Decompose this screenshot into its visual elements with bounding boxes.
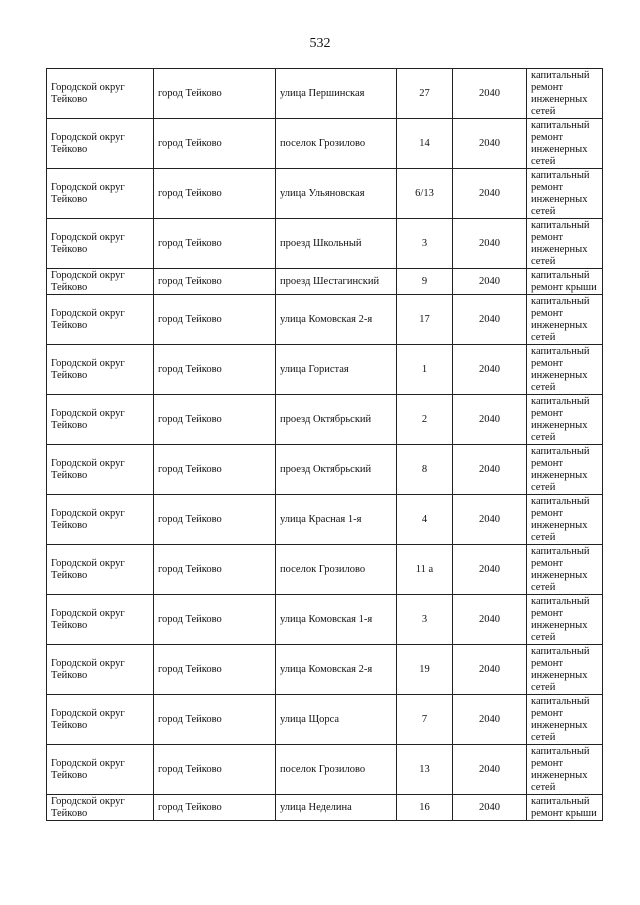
street-cell: поселок Грозилово	[276, 545, 397, 595]
house-number-cell: 3	[397, 595, 453, 645]
table-row	[47, 545, 603, 595]
year-cell: 2040	[453, 295, 527, 345]
city-cell: город Тейково	[154, 395, 276, 445]
table-row	[47, 269, 603, 295]
city-cell: город Тейково	[154, 295, 276, 345]
house-number-cell: 1	[397, 345, 453, 395]
house-number-cell: 14	[397, 119, 453, 169]
table-row	[47, 445, 603, 495]
year-cell: 2040	[453, 695, 527, 745]
street-cell: улица Ульяновская	[276, 169, 397, 219]
municipality-cell: Городской округ Тейково	[47, 495, 154, 545]
work-type-cell: капитальный ремонт инженерных сетей	[527, 219, 603, 269]
house-number-cell: 19	[397, 645, 453, 695]
work-type-cell: капитальный ремонт инженерных сетей	[527, 119, 603, 169]
street-cell: улица Красная 1-я	[276, 495, 397, 545]
municipality-cell: Городской округ Тейково	[47, 395, 154, 445]
city-cell: город Тейково	[154, 795, 276, 821]
year-cell: 2040	[453, 69, 527, 119]
city-cell: город Тейково	[154, 595, 276, 645]
municipality-cell: Городской округ Тейково	[47, 345, 154, 395]
table-row	[47, 495, 603, 545]
house-number-cell: 17	[397, 295, 453, 345]
table-row	[47, 745, 603, 795]
table-row	[47, 119, 603, 169]
table-row	[47, 169, 603, 219]
street-cell: улица Щорса	[276, 695, 397, 745]
municipality-cell: Городской округ Тейково	[47, 695, 154, 745]
street-cell: проезд Школьный	[276, 219, 397, 269]
work-type-cell: капитальный ремонт инженерных сетей	[527, 745, 603, 795]
work-type-cell: капитальный ремонт инженерных сетей	[527, 395, 603, 445]
street-cell: проезд Октябрьский	[276, 395, 397, 445]
table-row	[47, 395, 603, 445]
street-cell: проезд Шестагинский	[276, 269, 397, 295]
table-row	[47, 69, 603, 119]
street-cell: поселок Грозилово	[276, 119, 397, 169]
page-number: 532	[309, 36, 331, 51]
municipality-cell: Городской округ Тейково	[47, 745, 154, 795]
house-number-cell: 27	[397, 69, 453, 119]
table-row	[47, 295, 603, 345]
city-cell: город Тейково	[154, 745, 276, 795]
year-cell: 2040	[453, 269, 527, 295]
work-type-cell: капитальный ремонт крыши	[527, 795, 603, 821]
street-cell: проезд Октябрьский	[276, 445, 397, 495]
municipality-cell: Городской округ Тейково	[47, 119, 154, 169]
year-cell: 2040	[453, 545, 527, 595]
year-cell: 2040	[453, 645, 527, 695]
house-number-cell: 11 а	[397, 545, 453, 595]
municipality-cell: Городской округ Тейково	[47, 545, 154, 595]
street-cell: улица Комовская 2-я	[276, 645, 397, 695]
municipality-cell: Городской округ Тейково	[47, 445, 154, 495]
table-row	[47, 695, 603, 745]
municipality-cell: Городской округ Тейково	[47, 795, 154, 821]
street-cell: улица Комовская 2-я	[276, 295, 397, 345]
table-body	[47, 69, 603, 821]
house-number-cell: 13	[397, 745, 453, 795]
city-cell: город Тейково	[154, 269, 276, 295]
work-type-cell: капитальный ремонт инженерных сетей	[527, 69, 603, 119]
work-type-cell: капитальный ремонт крыши	[527, 269, 603, 295]
table-row	[47, 345, 603, 395]
city-cell: город Тейково	[154, 695, 276, 745]
year-cell: 2040	[453, 745, 527, 795]
house-number-cell: 4	[397, 495, 453, 545]
municipality-cell: Городской округ Тейково	[47, 169, 154, 219]
city-cell: город Тейково	[154, 219, 276, 269]
house-number-cell: 2	[397, 395, 453, 445]
year-cell: 2040	[453, 345, 527, 395]
city-cell: город Тейково	[154, 445, 276, 495]
table-row	[47, 645, 603, 695]
year-cell: 2040	[453, 395, 527, 445]
city-cell: город Тейково	[154, 119, 276, 169]
street-cell: улица Гористая	[276, 345, 397, 395]
house-number-cell: 16	[397, 795, 453, 821]
table-row	[47, 595, 603, 645]
year-cell: 2040	[453, 795, 527, 821]
municipality-cell: Городской округ Тейково	[47, 595, 154, 645]
city-cell: город Тейково	[154, 169, 276, 219]
repair-schedule-table	[46, 68, 603, 821]
municipality-cell: Городской округ Тейково	[47, 295, 154, 345]
house-number-cell: 6/13	[397, 169, 453, 219]
house-number-cell: 7	[397, 695, 453, 745]
street-cell: улица Неделина	[276, 795, 397, 821]
street-cell: поселок Грозилово	[276, 745, 397, 795]
municipality-cell: Городской округ Тейково	[47, 219, 154, 269]
municipality-cell: Городской округ Тейково	[47, 645, 154, 695]
year-cell: 2040	[453, 169, 527, 219]
work-type-cell: капитальный ремонт инженерных сетей	[527, 695, 603, 745]
house-number-cell: 9	[397, 269, 453, 295]
year-cell: 2040	[453, 595, 527, 645]
city-cell: город Тейково	[154, 495, 276, 545]
work-type-cell: капитальный ремонт инженерных сетей	[527, 295, 603, 345]
house-number-cell: 3	[397, 219, 453, 269]
house-number-cell: 8	[397, 445, 453, 495]
city-cell: город Тейково	[154, 645, 276, 695]
table-row	[47, 219, 603, 269]
work-type-cell: капитальный ремонт инженерных сетей	[527, 495, 603, 545]
street-cell: улица Першинская	[276, 69, 397, 119]
work-type-cell: капитальный ремонт инженерных сетей	[527, 445, 603, 495]
city-cell: город Тейково	[154, 69, 276, 119]
year-cell: 2040	[453, 119, 527, 169]
year-cell: 2040	[453, 495, 527, 545]
work-type-cell: капитальный ремонт инженерных сетей	[527, 169, 603, 219]
work-type-cell: капитальный ремонт инженерных сетей	[527, 645, 603, 695]
work-type-cell: капитальный ремонт инженерных сетей	[527, 345, 603, 395]
city-cell: город Тейково	[154, 345, 276, 395]
work-type-cell: капитальный ремонт инженерных сетей	[527, 545, 603, 595]
work-type-cell: капитальный ремонт инженерных сетей	[527, 595, 603, 645]
year-cell: 2040	[453, 219, 527, 269]
municipality-cell: Городской округ Тейково	[47, 269, 154, 295]
year-cell: 2040	[453, 445, 527, 495]
city-cell: город Тейково	[154, 545, 276, 595]
table-row	[47, 795, 603, 821]
street-cell: улица Комовская 1-я	[276, 595, 397, 645]
municipality-cell: Городской округ Тейково	[47, 69, 154, 119]
